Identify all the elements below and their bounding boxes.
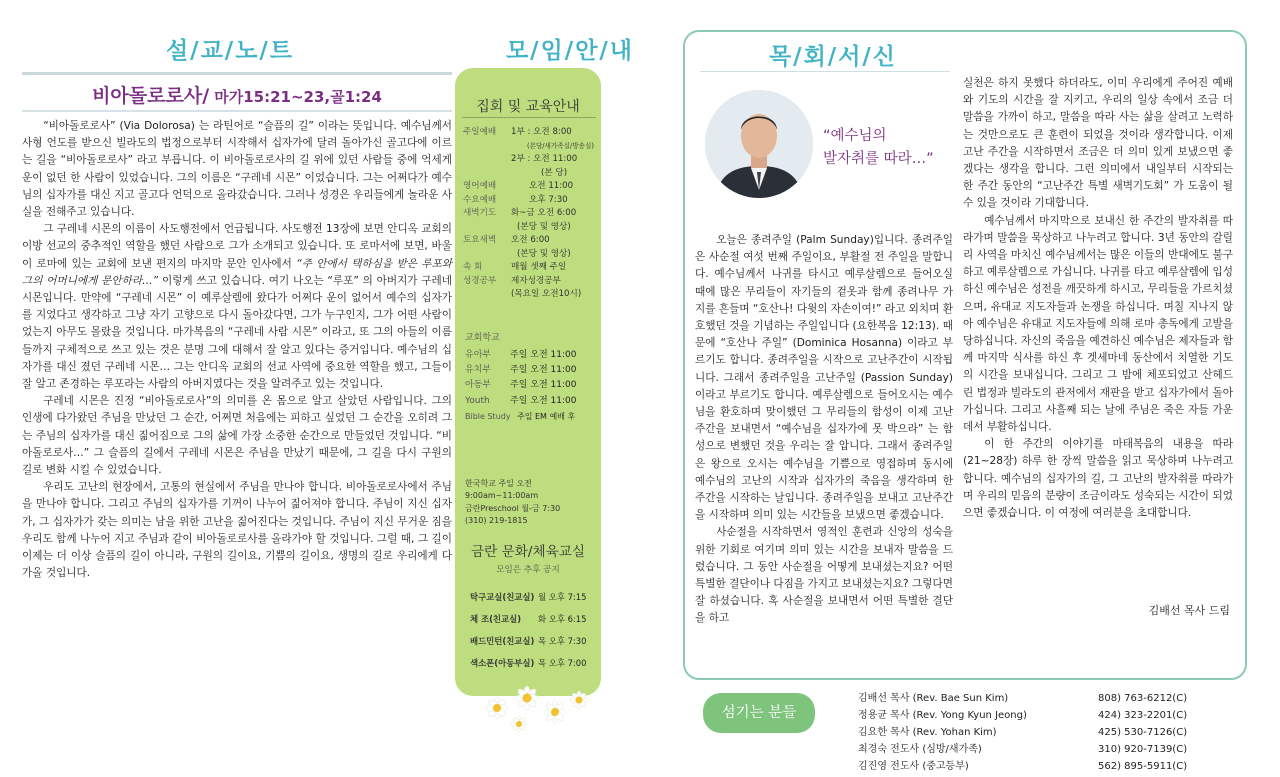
letter-body-left — [695, 232, 953, 628]
staff-row: 정용균 목사 (Rev. Yong Kyun Jeong) 424) 323-2201(C) — [858, 710, 1188, 721]
sermon-paragraph: 구레네 시몬은 진정 “비아돌로로사”의 의미를 온 몸으로 알고 살았던 사람입니다. 그의 인생에 다가왔던 주님을 만났던 그 순간, 어쩌면 처음에는 피하고 싶었던 그 순간을 오히려 그는 주님의 십자가를 대신 짊어짐으로 그의 삶에 가장 소중한 순간으로 만들었던 것입니다. “비아돌로로사…” 그 슬픔의 길에서 구레네 시몬은 주님을 만났기 때문에, 그 길을 다시 구원의 길로 변화 시킬 수 있었습니다. — [22, 395, 452, 477]
sermon-paragraph: 우리도 고난의 현장에서, 고통의 현실에서 주님을 만나야 합니다. 비아돌로로사에서 주님을 만나야 합니다. 그리고 주님의 십자가를 기꺼이 나누어 짊어져야 합니다. 주님이 지신 십자가, 그 십자가가 갖는 의미는 남을 위한 고난을 짊어진다는 것입니다. 주님이 지신 무거운 짐을 우리도 함께 나누어 지고 주님과 같이 비아돌로로사를 올라가야 할 것입니다. 그럴 때, 그 길이 이제는 더 이상 슬픔의 길이 아니라, 구원의 길이요, 기쁨의 길이요, 생명의 길로 우리에게 다가올 것입니다. — [22, 481, 452, 580]
staff-row: 김요한 목사 (Rev. Yohan Kim) 425) 530-7126(C) — [858, 727, 1188, 738]
schedule-row: 토요새벽 오전 6:00 — [463, 235, 550, 245]
sermon-section-title: 설/교/노/트 — [165, 38, 295, 64]
divider — [22, 110, 452, 112]
culture-subtitle: 모임은 추후 공지 — [496, 565, 560, 575]
schedule-row: (본당/새가족실/방송실) — [527, 141, 594, 150]
sermon-title: 비아돌로로사/ — [92, 85, 210, 107]
preschool-line: 금란Preschool 월-금 7:30 — [465, 503, 561, 513]
schedule-row: 아동부 주일 오전 11:00 — [465, 380, 577, 391]
quote-line: “예수님의 — [823, 128, 887, 144]
schedule-row: 속 회 매월 셋째 주일 — [463, 262, 567, 272]
korean-school-info — [465, 478, 597, 528]
letter-body-right — [963, 75, 1233, 522]
culture-schedule — [470, 586, 598, 674]
divider — [22, 72, 452, 75]
letter-section-title: 목/회/서/신 — [768, 44, 898, 70]
schedule-row: 배드민턴(친교실) 목 오후 7:30 — [470, 636, 587, 646]
preschool-phone: (310) 219-1815 — [465, 516, 528, 526]
schedule-row: 수요예배 오후 7:30 — [463, 194, 568, 205]
sermon-scripture-ref: 마가15:21~23,골1:24 — [214, 88, 382, 106]
schedule-row: 주일예배 1부 : 오전 8:00 — [463, 127, 572, 137]
sermon-paragraph: “비아돌로로사” (Via Dolorosa) 는 라틴어로 “슬픔의 길” 이라는 뜻입니다. 예수님께서 사형 언도를 받으신 빌라도의 법정으로부터 시작해서 십자가에 달려 돌아가신 골고다에 이르는 길을 “비아돌로로사” 라고 부릅니다. 이 비아돌로로사의 길 위에 있던 사람들 중에 억세게 운이 없던 한 사람이 있었습니다. 그의 이름은 “구레네 시몬” 이었습니다. 그는 어쩌다가 예수님의 십자가를 대신 지고 골고다 언덕으로 올라갔습니다. 그러나 성경은 우리들에게 놀라운 사실을 전해주고 있습니다. — [22, 120, 452, 219]
schedule-row: 영어예배 오전 11:00 — [463, 181, 574, 191]
letter-paragraph: 사순절을 시작하면서 영적인 훈련과 신앙의 성숙을 위한 기회로 여기며 의미 있는 시간을 보내자 말씀을 드렸습니다. 그 동안 사순절을 어떻게 보내셨는지요? 어떤 특별한 결단이나 다짐을 가지고 보내셨는지요? 그렇다면 잘 하셨습니다. 혹 사순절을 보내면서 어떤 특별한 결단을 하고 — [695, 526, 953, 625]
pastor-portrait — [705, 90, 813, 198]
pastor-portrait-icon — [705, 90, 813, 198]
sermon-body — [22, 118, 452, 582]
divider — [700, 71, 950, 72]
daisy-flowers-decoration — [475, 680, 600, 735]
schedule-row: (본당 및 영상) — [517, 248, 571, 259]
culture-heading: 금란 문화/체육교실 — [471, 544, 585, 560]
letter-paragraph: 오늘은 종려주일 (Palm Sunday)입니다. 종려주일은 사순절 여섯 번째 주일이요, 부활절 전 주일을 말합니다. 예수님께서 나귀를 타시고 예루살렘으로 들어오실 때에 많은 무리들이 자기들의 겉옷과 함께 종려나무 가지를 흔들며 “호산나! 다윗의 자손이여!” 라고 외치며 환호했던 것을 기념하는 주일입니다 (요한복음 12:13). 때문에 “호산나 주일” (Dominica Hosanna) 이라고 부르기도 합니다. 종려주일을 시작으로 고난주간이 시작됩니다. 그래서 종려주일을 고난주일 (Passion Sunday) 이라고 부르기도 합니다. 예루살렘으로 들어오시는 예수님을 환호하며 맞이했던 그 무리들의 함성이 이제 고난주간을 보내면서 “예수님을 십자가에 못 박으라” 는 함성으로 변했던 것을 우리는 잘 압니다. 그래서 종려주일은 왕으로 오시는 예수님을 기쁨으로 영접하며 동시에 예수님의 고난의 시작과 십자가의 죽음을 생각하며 한 주간을 시작하는 날입니다. 종려주일을 보내고 고난주간을 시작하며 의미 있는 시간들을 보냈으면 좋겠습니다. — [695, 234, 953, 522]
letter-quote — [823, 125, 963, 171]
quote-line: 발자취를 따라…” — [823, 151, 934, 167]
schedule-row: 탁구교실(친교실) 월 오후 7:15 — [470, 592, 587, 602]
schedule-row: (본당 및 영상) — [517, 221, 571, 232]
sermon-text: 그 구레네 시몬의 이름이 사도행전에서 언급됩니다. 사도행전 13장에 보면 안디옥 교회의 이방 선교의 중추적인 역할을 했던 사람으로 그가 소개되고 있습니다. 또 로마서에 보면, 바울이 로마에 있는 교회에 보낸 편지의 마지막 문안 인사에서 — [22, 223, 452, 270]
staff-list — [858, 690, 1248, 775]
meeting-section-title: 모/임/안/내 — [505, 38, 635, 64]
staff-row: 김진영 전도사 (중고등부) 562) 895-5911(C) — [858, 761, 1188, 772]
schedule-row: 색소폰(아동부실) 목 오후 7:00 — [470, 658, 587, 668]
sermon-heading — [22, 81, 452, 108]
schedule-row: Youth 주일 오전 11:00 — [465, 395, 577, 406]
schedule-row: Bible Study 주일 EM 예배 후 — [465, 411, 576, 421]
divider — [462, 117, 596, 118]
schedule-row: 체 조(친교실) 화 오후 6:15 — [470, 614, 587, 624]
sermon-text: 이렇게 쓰고 있습니다. 여기 나오는 “루포” 의 아버지가 구레네 시몬입니다. 만약에 “구레네 시몬” 이 예루살렘에 왔다가 어쩌다 운이 없어서 예수의 십자가를 지었다고 생각하고 그냥 자기 고향으로 다시 돌아갔다면, 그가 누구인지, 그가 어떤 사람이었는지 아무도 몰랐을 것입니다. 마가복음의 “구레네 사람 시몬” 이라고, 또 그의 아들의 이름들까지 구체적으로 쓰고 있는 것은 분명 그에 대해서 잘 알고 있다는 증거입니다. 예수님의 십자가를 대신 졌던 구레네 시몬… 그는 안디옥 교회의 선교 사역에 중요한 역할을 했고, 그들이 잘 알고 존경하는 루포라는 사람의 아버지였다는 것을 알려주고 있는 것입니다. — [22, 274, 452, 391]
staff-row: 최경숙 전도사 (심방/새가족) 310) 920-7139(C) — [858, 744, 1188, 755]
church-school-schedule — [465, 348, 597, 424]
schedule-row: 성경공부 제자성경공부 — [463, 275, 561, 286]
staff-label-badge: 섬기는 분들 — [703, 693, 815, 733]
schedule-row: 2부 : 오전 11:00 — [511, 154, 578, 164]
sermon-quote: “주 안에서 택하심을 받은 루포와 그의 어머니에게 문안하라…” — [22, 257, 453, 287]
sermon-paragraph — [22, 221, 452, 393]
letter-paragraph: 이 한 주간의 이야기를 마태복음의 내용을 따라 (21~28장) 하루 한 장씩 말씀을 읽고 묵상하며 나누려고 합니다. 예수님의 십자가의 길, 그 고난의 발자취를 따라가며 우리의 믿음의 분량이 조금이라도 성숙되는 시간이 되었으면 좋겠습니다. 이 여정에 여러분을 초대합니다. — [963, 438, 1233, 520]
church-school-label: 교회학교 — [465, 333, 500, 343]
service-schedule — [463, 126, 597, 302]
korean-school-line: 한국학교 주일 오전 9:00am~11:00am — [465, 479, 539, 501]
schedule-row: 유치부 주일 오전 11:00 — [465, 365, 577, 376]
letter-paragraph: 예수님께서 마지막으로 보내신 한 주간의 발자취를 따라가며 말씀을 묵상하고 나누려고 합니다. 3년 동안의 갈릴리 사역을 마치신 예수님께서는 많은 이들의 반대에도 불구하고 예루살렘으로 가십니다. 나귀를 타고 예루살렘에 입성하신 예수님은 성전을 깨끗하게 하시고, 무리들을 가르치셨으며, 유대교 지도자들과 논쟁을 하십니다. 며칠 지나지 않아 예수님은 유대교 지도자들에 의해 로마 총독에게 고발을 당하십니다. 자신의 죽음을 예견하신 예수님은 제자들과 함께 마지막 식사를 하신 후 겟세마네 동산에서 치열한 기도의 시간을 보내십니다. 그리고 그 밤에 체포되었고 산헤드린 법정과 빌라도의 관저에서 재판을 받고 십자가에서 돌아가십니다. 그리고 사흘째 되는 날에 주님은 죽은 자들 가운데서 부활하십니다. — [963, 214, 1233, 434]
staff-row: 김배선 목사 (Rev. Bae Sun Kim) 808) 763-6212(C) — [858, 693, 1188, 704]
schedule-row: 유아부 주일 오전 11:00 — [465, 350, 577, 360]
schedule-row: (본 당) — [541, 167, 568, 178]
schedule-row: (목요일 오전10시) — [511, 289, 582, 299]
letter-signature: 김배선 목사 드림 — [1148, 604, 1230, 617]
meeting-heading: 집회 및 교육안내 — [476, 99, 580, 115]
letter-paragraph: 실천은 하지 못했다 하더라도, 이미 우리에게 주어진 예배와 기도의 시간을 잘 지키고, 우리의 일상 속에서 조금 더 말씀을 가까이 하고, 말씀을 따라 사는 삶을 살려고 노력하는 것만으로도 큰 훈련이 되었을 것이라 생각합니다. 이제 고난 주간을 시작하면서 조금은 더 의미 있게 보냈으면 좋겠다는 생각을 합니다. 그런 의미에서 내일부터 시작되는 한 주간 동안의 “고난주간 특별 새벽기도회” 가 도움이 될 수 있을 것이라 기대합니다. — [963, 77, 1233, 210]
schedule-row: 새벽기도 화~금 오전 6:00 — [463, 208, 577, 218]
